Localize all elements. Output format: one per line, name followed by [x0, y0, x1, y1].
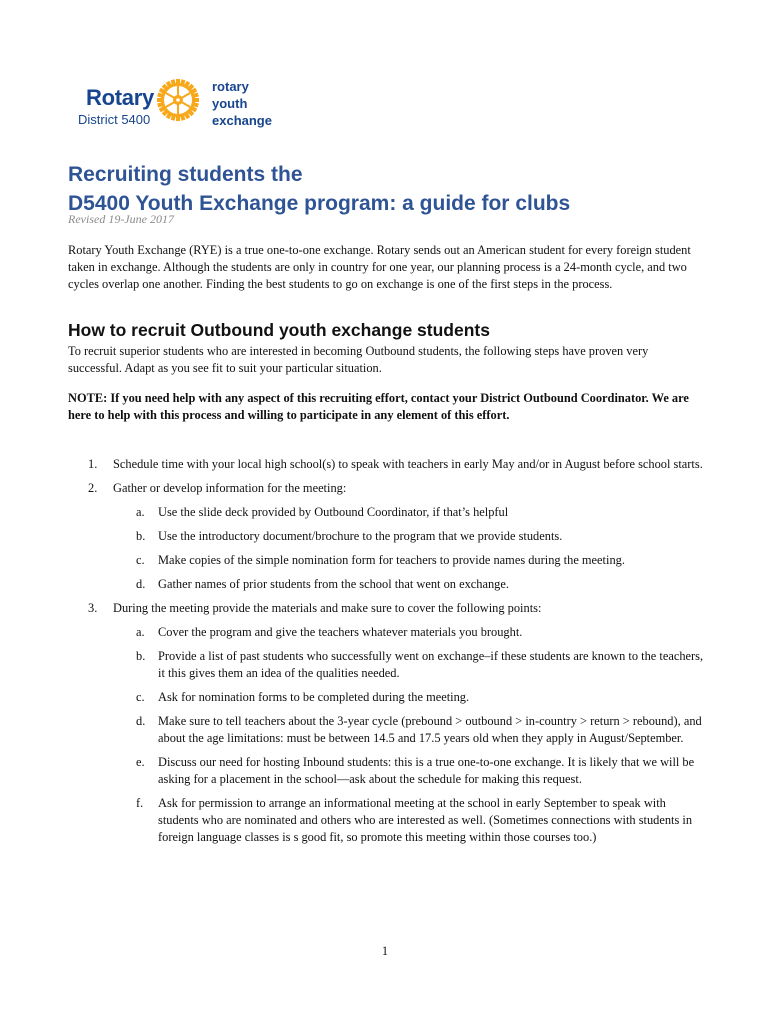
sub-list-item-letter: c.	[136, 553, 145, 567]
page-number: 1	[381, 944, 389, 958]
sub-list-item-letter: c.	[136, 690, 145, 704]
logo-rotary-text: Rotary	[86, 85, 154, 110]
list-item-text: Schedule time with your local high school(s) to speak with teachers in early May and/or in August before school starts.	[113, 457, 703, 471]
list-item-number: 1.	[88, 457, 98, 471]
list-item-number: 2.	[88, 481, 98, 495]
logo-program-line: exchange	[212, 113, 272, 128]
logo-program-line: youth	[212, 96, 248, 111]
sub-list-item-letter: a.	[136, 505, 145, 519]
sub-list-item-letter: a.	[136, 625, 145, 639]
list-item	[68, 480, 708, 497]
title-line: D5400 Youth Exchange program: a guide for clubs	[68, 192, 571, 215]
rotary-wheel-icon	[156, 78, 200, 122]
steps-list	[68, 456, 708, 853]
sub-list-item	[68, 754, 708, 788]
logo-program-line: rotary	[212, 79, 249, 94]
sub-list-item	[68, 528, 708, 545]
sub-list-item	[68, 713, 708, 747]
logo-district-text: District 5400	[78, 112, 151, 127]
sub-list-item-text: Use the slide deck provided by Outbound Coordinator, if that’s helpful	[158, 505, 509, 519]
sub-list-item-text: Ask for nomination forms to be completed during the meeting.	[158, 690, 470, 704]
document-title	[68, 160, 728, 218]
sub-list-item-letter: b.	[136, 529, 146, 543]
sub-list-item-text: Gather names of prior students from the school that went on exchange.	[158, 577, 509, 591]
sub-list-item-text: Use the introductory document/brochure to the program that we provide students.	[158, 529, 563, 543]
sub-list-item-text: Ask for permission to arrange an informational meeting at the school in early September to speak with students who are nominated and others who are interested as well. (Sometimes connections with students in foreign language classes is s good fit, so promote this meeting within those courses too.)	[158, 796, 693, 844]
sub-list-item-text: Make copies of the simple nomination form for teachers to provide names during the meeting.	[158, 553, 625, 567]
intro-paragraph: Rotary Youth Exchange (RYE) is a true one-to-one exchange. Rotary sends out an American student for every foreign student taken in exchange. Although the students are only in country for one year, our planning process is a 24-month cycle, and two cycles overlap one another. Finding the best students to go on exchange is one of the first steps in the process.	[68, 243, 691, 291]
sub-list-item-text: Provide a list of past students who successfully went on exchange–if these students are known to the teachers, it this gives them an idea of the qualities needed.	[158, 649, 704, 680]
sub-list-item-text: Cover the program and give the teachers whatever materials you brought.	[158, 625, 523, 639]
list-item-text: Gather or develop information for the meeting:	[113, 481, 347, 495]
sub-list-item-letter: d.	[136, 577, 146, 591]
sub-list-item	[68, 552, 708, 569]
sub-list-item-text: Discuss our need for hosting Inbound students: this is a true one-to-one exchange. It is likely that we will be asking for a placement in the school—ask about the schedule for making this request.	[158, 755, 695, 786]
list-item	[68, 456, 708, 473]
sub-list-item-letter: e.	[136, 755, 145, 769]
title-line: Recruiting students the	[68, 163, 303, 186]
sub-list-item	[68, 795, 708, 846]
list-item-text: During the meeting provide the materials and make sure to cover the following points:	[113, 601, 542, 615]
revision-date: Revised 19-June 2017	[68, 212, 174, 226]
sub-list-item	[68, 648, 708, 682]
logo-program-text	[212, 78, 272, 129]
section-heading: How to recruit Outbound youth exchange students	[68, 320, 490, 340]
sub-list-item-letter: d.	[136, 714, 146, 728]
sub-list-item	[68, 504, 708, 521]
note-paragraph: NOTE: If you need help with any aspect of this recruiting effort, contact your District Outbound Coordinator. We are here to help with this process and willing to participate in any element of this effort.	[68, 391, 689, 422]
sub-list-item-letter: b.	[136, 649, 146, 663]
section-intro-paragraph: To recruit superior students who are interested in becoming Outbound students, the following steps have proven very successful. Adapt as you see fit to suit your particular situation.	[68, 344, 649, 375]
sub-list-item	[68, 624, 708, 641]
list-item	[68, 600, 708, 617]
sub-list-item	[68, 576, 708, 593]
list-item-number: 3.	[88, 601, 98, 615]
sub-list-item-text: Make sure to tell teachers about the 3-year cycle (prebound > outbound > in-country > return > rebound), and about the age limitations: must be between 14.5 and 17.5 years old when they apply in August/September.	[158, 714, 702, 745]
sub-list-item	[68, 689, 708, 706]
sub-list-item-letter: f.	[136, 796, 144, 810]
district-logo	[70, 74, 290, 134]
